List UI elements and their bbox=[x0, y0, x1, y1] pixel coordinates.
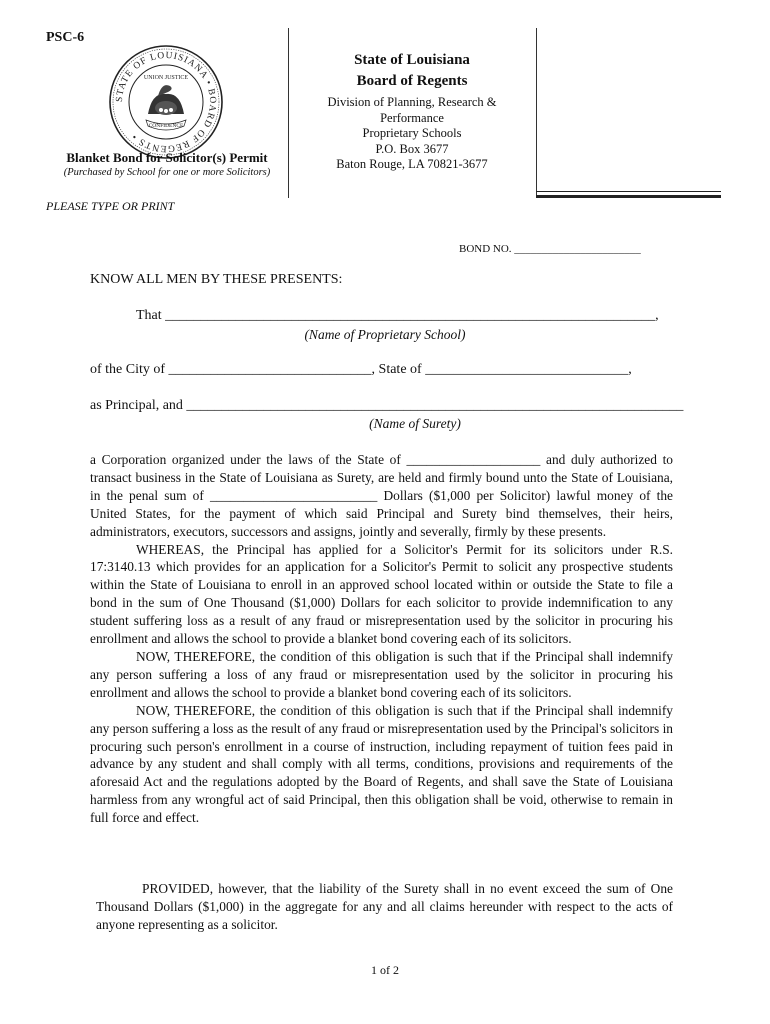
seal-banner-top: UNION JUSTICE bbox=[143, 75, 189, 81]
board-of-regents-seal bbox=[108, 44, 224, 160]
agency-block bbox=[292, 50, 532, 173]
agency-division: Division of Planning, Research & bbox=[327, 95, 497, 109]
bond-number-field[interactable]: BOND NO. _______________________ bbox=[459, 243, 641, 255]
header-divider-left bbox=[288, 28, 289, 198]
school-name-field[interactable]: That ______________________________________________________________________, bbox=[136, 308, 659, 323]
form-id: PSC-6 bbox=[46, 30, 85, 45]
city-state-field[interactable]: of the City of _____________________________, State of _____________________________, bbox=[90, 362, 632, 377]
agency-division-cont: Performance bbox=[380, 110, 444, 125]
agency-program: Proprietary Schools bbox=[362, 126, 462, 140]
seal-banner-bottom: CONFIDENCE bbox=[148, 123, 184, 129]
header-rule-thin bbox=[536, 191, 721, 192]
seal-ring-text: STATE OF LOUISIANA • BOARD OF REGENTS • bbox=[114, 50, 218, 154]
surety-name-caption: (Name of Surety) bbox=[369, 416, 461, 431]
bond-subtitle: (Purchased by School for one or more Solicitors) bbox=[63, 167, 271, 178]
agency-po-box: P.O. Box 3677 bbox=[375, 141, 449, 156]
bond-title: Blanket Bond for Solicitor(s) Permit bbox=[66, 150, 268, 165]
header-rule-thick bbox=[536, 195, 721, 198]
paragraph-proviso: PROVIDED, however, that the liability of the Surety shall in no event exceed the sum of One Thousand Dollars ($1,000) in the aggregate for any and all claims hereunder with respect to the acts of anyone representing as a solicitor. bbox=[96, 881, 673, 932]
paragraph-whereas: WHEREAS, the Principal has applied for a Solicitor's Permit for its solicitors under R.S. 17:3140.13 which provides for an application for a Solicitor's Permit to solicit any prospective students within the State of Louisiana to enroll in an approved school located within or outside the State to file a bond in the sum of One Thousand ($1,000) Dollars for each solicitor to provide indemnification to any student suffering loss as a result of any fraud or misrepresentation used by the solicitor in procuring his enrollment and allows the school to provide a blanket bond covering each of its solicitors. bbox=[90, 541, 673, 647]
bond-body bbox=[90, 451, 673, 827]
agency-state: State of Louisiana bbox=[354, 52, 470, 68]
paragraph-surety: a Corporation organized under the laws of the State of ____________________ and duly authorized to transact business in the State of Louisiana as Surety, are held and firmly bound unto the State of Louisiana, in the penal sum of _________________________ Dollars ($1,000 per Solicitor) lawful money of the United States, for the payment of which said Principal and Surety bind themselves, their heirs, administrators, executors, successors and assigns, jointly and severally, firmly by these presents. bbox=[90, 452, 673, 539]
school-name-caption: (Name of Proprietary School) bbox=[304, 327, 466, 342]
type-print-note: PLEASE TYPE OR PRINT bbox=[46, 199, 175, 213]
know-all-heading: KNOW ALL MEN BY THESE PRESENTS: bbox=[90, 272, 343, 287]
header-divider-right bbox=[536, 28, 537, 196]
page-number: 1 of 2 bbox=[371, 963, 399, 977]
agency-board: Board of Regents bbox=[356, 73, 468, 89]
agency-city: Baton Rouge, LA 70821-3677 bbox=[336, 157, 488, 171]
paragraph-condition-2: NOW, THEREFORE, the condition of this obligation is such that if the Principal shall indemnify any person suffering a loss as the result of any fraud or misrepresentation used by the Principal's solicitors in procuring such person's enrollment in a course of instruction, including repayment of tuition fees paid in advance by any student and shall comply with all terms, conditions, provisions and requirements of the aforesaid Act and the regulations adopted by the Board of Regents, and shall save the State of Louisiana harmless from any wrongful act of said Principal, then this obligation shall be void, otherwise to remain in full force and effect. bbox=[90, 702, 673, 826]
paragraph-condition-1: NOW, THEREFORE, the condition of this obligation is such that if the Principal shall indemnify any person suffering a loss of any fraud or misrepresentation used by the solicitor in procuring his enrollment and allows the school to provide a blanket bond covering each of its solicitors. bbox=[90, 648, 673, 700]
surety-name-field[interactable]: as Principal, and _______________________________________________________________________ bbox=[90, 398, 684, 413]
